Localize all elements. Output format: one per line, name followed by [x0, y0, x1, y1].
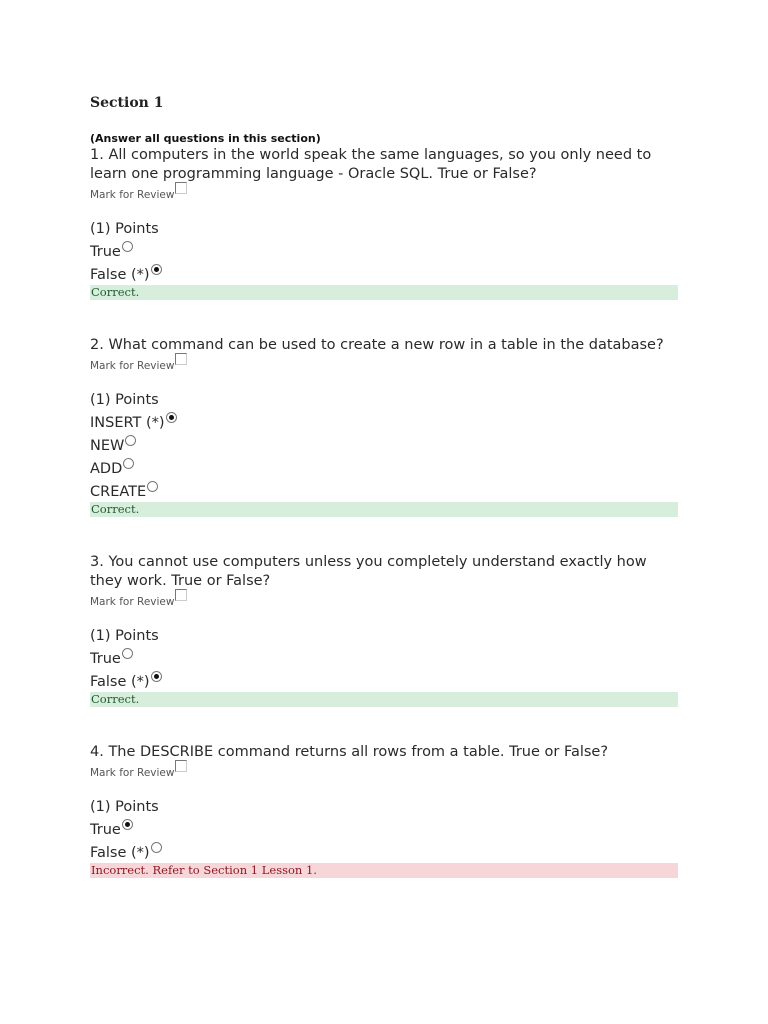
answer-radio[interactable]	[125, 435, 136, 446]
points-label: (1) Points	[90, 799, 159, 815]
answer-radio[interactable]	[151, 671, 162, 682]
question-1	[90, 146, 678, 300]
answer-option-label: ADD	[90, 461, 123, 477]
mark-for-review	[90, 188, 678, 202]
mark-for-review-checkbox[interactable]	[175, 589, 187, 601]
answer-option[interactable]	[90, 414, 678, 433]
feedback-correct: Correct.	[90, 502, 678, 517]
question-text: 3. You cannot use computers unless you completely understand exactly how they work. True or False?	[90, 554, 647, 589]
answer-radio[interactable]	[147, 481, 158, 492]
section-title: Section 1	[90, 95, 164, 111]
mark-for-review-label: Mark for Review	[90, 189, 175, 201]
mark-for-review	[90, 359, 678, 373]
section-instructions: (Answer all questions in this section)	[90, 132, 321, 145]
question-text: 2. What command can be used to create a new row in a table in the database?	[90, 337, 664, 353]
answer-option[interactable]	[90, 460, 678, 479]
points-label: (1) Points	[90, 221, 159, 237]
question-text: 1. All computers in the world speak the same languages, so you only need to learn one programming language - Oracle SQL. True or False?	[90, 147, 652, 182]
mark-for-review	[90, 595, 678, 609]
answer-radio[interactable]	[151, 264, 162, 275]
mark-for-review	[90, 766, 678, 780]
answer-radio[interactable]	[151, 842, 162, 853]
mark-for-review-checkbox[interactable]	[175, 182, 187, 194]
points-label: (1) Points	[90, 628, 159, 644]
answer-radio[interactable]	[122, 241, 133, 252]
answer-option[interactable]	[90, 266, 678, 285]
answer-option[interactable]	[90, 650, 678, 669]
question-3	[90, 553, 678, 707]
answer-radio[interactable]	[123, 458, 134, 469]
answer-option[interactable]	[90, 673, 678, 692]
answer-option-label: True	[90, 822, 121, 838]
answer-radio[interactable]	[122, 819, 133, 830]
answer-option-label: False (*)	[90, 267, 150, 283]
feedback-correct: Correct.	[90, 285, 678, 300]
mark-for-review-checkbox[interactable]	[175, 760, 187, 772]
question-4	[90, 743, 678, 878]
feedback-correct: Correct.	[90, 692, 678, 707]
answer-option-label: False (*)	[90, 845, 150, 861]
quiz-content	[90, 93, 678, 878]
answer-radio[interactable]	[122, 648, 133, 659]
answer-option[interactable]	[90, 243, 678, 262]
mark-for-review-label: Mark for Review	[90, 360, 175, 372]
answer-option-label: False (*)	[90, 674, 150, 690]
answer-option[interactable]	[90, 844, 678, 863]
answer-radio[interactable]	[166, 412, 177, 423]
question-2	[90, 336, 678, 517]
points-label: (1) Points	[90, 392, 159, 408]
mark-for-review-label: Mark for Review	[90, 596, 175, 608]
answer-option-label: True	[90, 651, 121, 667]
answer-option-label: INSERT (*)	[90, 415, 165, 431]
answer-option-label: True	[90, 244, 121, 260]
feedback-incorrect: Incorrect. Refer to Section 1 Lesson 1.	[90, 863, 678, 878]
answer-option[interactable]	[90, 437, 678, 456]
answer-option[interactable]	[90, 483, 678, 502]
answer-option-label: CREATE	[90, 484, 147, 500]
mark-for-review-checkbox[interactable]	[175, 353, 187, 365]
question-text: 4. The DESCRIBE command returns all rows from a table. True or False?	[90, 744, 609, 760]
mark-for-review-label: Mark for Review	[90, 767, 175, 779]
answer-option[interactable]	[90, 821, 678, 840]
answer-option-label: NEW	[90, 438, 125, 454]
